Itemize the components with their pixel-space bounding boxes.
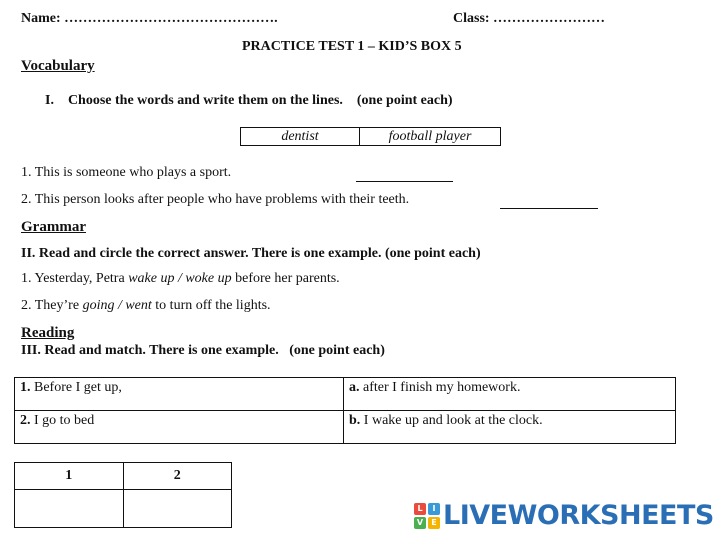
answer-table — [14, 462, 232, 528]
vocabulary-heading: Vocabulary — [21, 58, 95, 74]
name-field-label: Name: ………………………………………. — [21, 11, 278, 26]
match-right-cell: b. I wake up and look at the clock. — [344, 411, 676, 444]
grammar-item: 1. Yesterday, Petra wake up / woke up before her parents. — [21, 271, 340, 286]
vocabulary-instruction: I. Choose the words and write them on the lines. (one point each) — [45, 93, 453, 108]
word-option: football player — [388, 129, 472, 144]
choice-options[interactable]: going / went — [82, 298, 152, 313]
choice-options[interactable]: wake up / woke up — [128, 271, 232, 286]
table-row — [15, 378, 676, 411]
answer-header: 2 — [123, 463, 232, 490]
answer-header: 1 — [15, 463, 124, 490]
answer-cell[interactable] — [15, 490, 124, 528]
page-title: PRACTICE TEST 1 – KID’S BOX 5 — [242, 39, 462, 54]
answer-cell[interactable] — [123, 490, 232, 528]
word-bank — [240, 127, 501, 146]
liveworksheets-logo — [414, 500, 714, 531]
class-field-label: Class: …………………… — [453, 11, 606, 26]
grammar-heading: Grammar — [21, 219, 86, 235]
grammar-item: 2. They’re going / went to turn off the lights. — [21, 298, 271, 313]
vocabulary-item: 1. This is someone who plays a sport. — [21, 165, 232, 180]
vocabulary-item: 2. This person looks after people who have problems with their teeth. — [21, 192, 410, 207]
match-right-cell: a. after I finish my homework. — [344, 378, 676, 411]
grammar-instruction: II. Read and circle the correct answer. There is one example. (one point each) — [21, 246, 481, 261]
match-left-cell: 2. I go to bed — [15, 411, 344, 444]
word-option: dentist — [241, 128, 360, 145]
logo-text: LIVEWORKSHEETS — [443, 500, 714, 531]
logo-icon: L I V E — [414, 503, 440, 529]
answer-line[interactable] — [356, 169, 453, 187]
match-left-cell: 1. Before I get up, — [15, 378, 344, 411]
matching-table — [14, 377, 676, 444]
table-row — [15, 490, 232, 528]
table-row — [15, 463, 232, 490]
answer-line[interactable] — [500, 196, 598, 214]
reading-heading: Reading — [21, 325, 75, 341]
reading-instruction: III. Read and match. There is one example. (one point each) — [21, 343, 385, 358]
table-row — [15, 411, 676, 444]
